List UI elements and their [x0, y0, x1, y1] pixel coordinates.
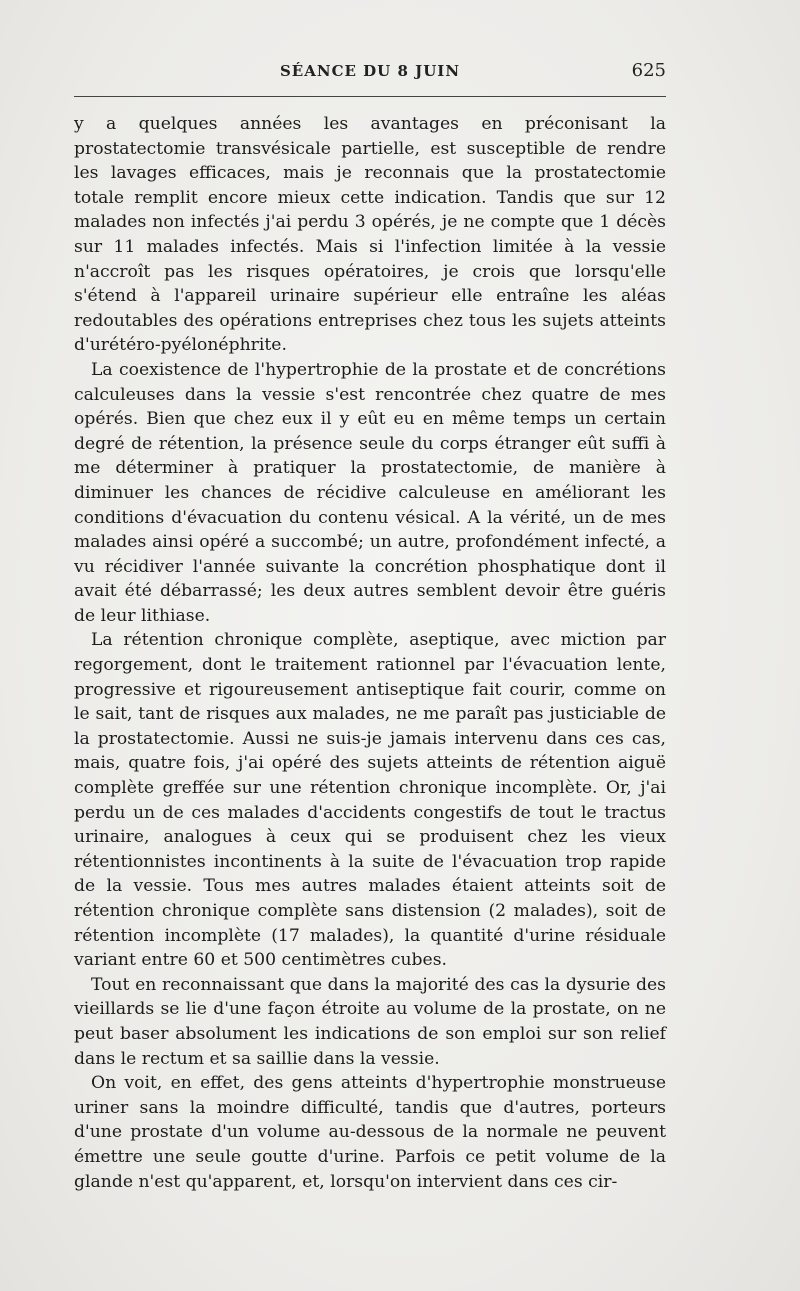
paragraph: La coexistence de l'hypertrophie de la prostate et de concrétions calculeuses dans la vessie s'est rencontrée chez quatre de mes opérés. Bien que chez eux il y eût eu en même temps un certain degré de rétention, la présence seule du corps étranger eût suffi à me déterminer à pratiquer la prostatectomie, de manière à diminuer les chances de récidive calculeuse en améliorant les conditions d'évacuation du contenu vésical. A la vérité, un de mes malades ainsi opéré a succombé; un autre, profondément infecté, a vu récidiver l'année suivante la concrétion phosphatique dont il avait été débarrassé; les deux autres semblent devoir être guéris de leur lithiase.	[74, 359, 666, 626]
header-rule	[74, 96, 666, 97]
body-text	[74, 112, 666, 1194]
paragraph: y a quelques années les avantages en préconisant la prostatectomie transvésicale partielle, est susceptible de rendre les lavages efficaces, mais je reconnais que la prostatectomie totale remplit encore mieux cette indication. Tandis que sur 12 malades non infectés j'ai perdu 3 opérés, je ne compte que 1 décès sur 11 malades infectés. Mais si l'infection limitée à la vessie n'accroît pas les risques opératoires, je crois que lorsqu'elle s'étend à l'appareil urinaire supérieur elle entraîne les aléas redoutables des opérations entreprises chez tous les sujets atteints d'urétéro-pyélonéphrite.	[74, 114, 666, 356]
running-title: SÉANCE DU 8 JUIN	[279, 62, 461, 80]
paragraph: La rétention chronique complète, aseptique, avec miction par regorgement, dont le traitement rationnel par l'évacuation lente, progressive et rigoureusement antiseptique fait courir, comme on le sait, tant de risques aux malades, ne me paraît pas justiciable de la prostatectomie. Aussi ne suis-je jamais intervenu dans ces cas, mais, quatre fois, j'ai opéré des sujets atteints de rétention aiguë complète greffée sur une rétention chronique incomplète. Or, j'ai perdu un de ces malades d'accidents congestifs de tout le tractus urinaire, analogues à ceux qui se produisent chez les vieux rétentionnistes incontinents à la suite de l'évacuation trop rapide de la vessie. Tous mes autres malades étaient atteints soit de rétention chronique complète sans distension (2 malades), soit de rétention incomplète (17 malades), la quantité d'urine résiduale variant entre 60 et 500 centimètres cubes.	[74, 630, 666, 971]
paragraph: On voit, en effet, des gens atteints d'hypertrophie monstrueuse uriner sans la moindre difficulté, tandis que d'autres, porteurs d'une prostate d'un volume au-dessous de la normale ne peuvent émettre une seule goutte d'urine. Parfois ce petit volume de la glande n'est qu'apparent, et, lorsqu'on intervient dans ces cir-	[74, 1073, 666, 1192]
page-number: 625	[631, 60, 666, 81]
paragraph: Tout en reconnaissant que dans la majorité des cas la dysurie des vieillards se lie d'une façon étroite au volume de la prostate, on ne peut baser absolument les indications de son emploi sur son relief dans le rectum et sa saillie dans la vessie.	[74, 974, 666, 1069]
page-header	[74, 58, 666, 88]
